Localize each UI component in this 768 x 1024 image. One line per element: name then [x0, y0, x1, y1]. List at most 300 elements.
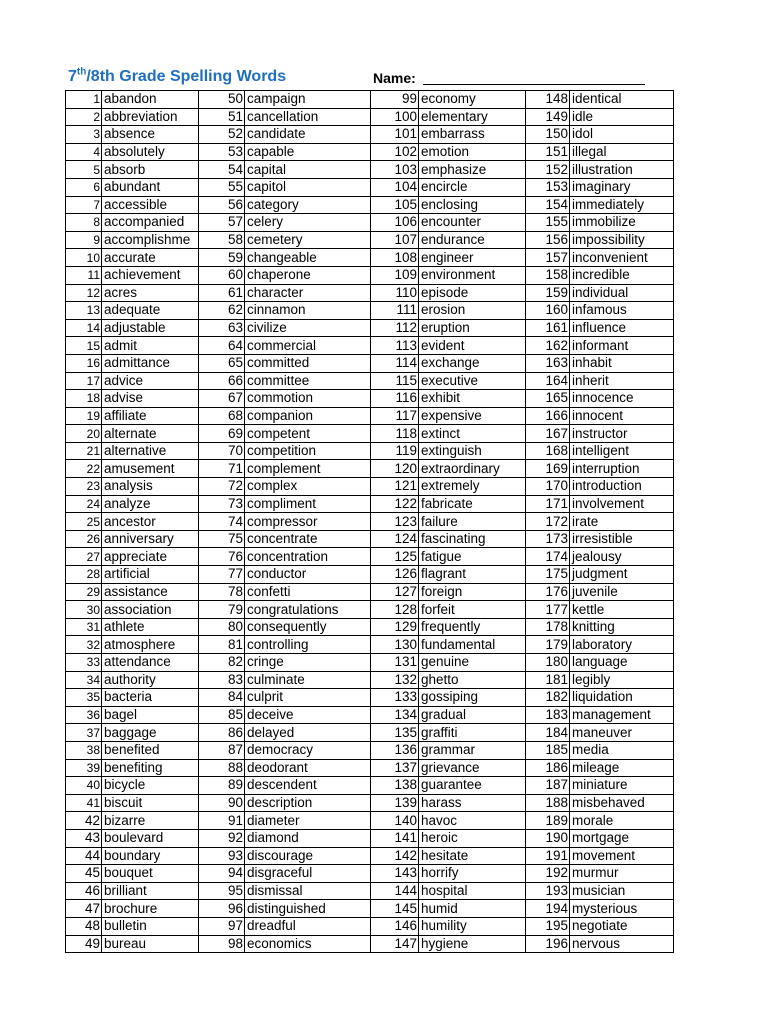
title-grade-number: 7: [68, 68, 77, 85]
spelling-word: jealousy: [570, 548, 674, 566]
spelling-word: legibly: [570, 671, 674, 689]
spelling-word: fascinating: [419, 530, 526, 548]
word-number: 151: [526, 143, 570, 161]
word-number: 156: [526, 231, 570, 249]
word-number: 72: [199, 478, 245, 496]
spelling-word: gradual: [419, 706, 526, 724]
spelling-word: boundary: [102, 847, 199, 865]
spelling-word: committed: [245, 354, 371, 372]
word-number: 93: [199, 847, 245, 865]
word-number: 22: [66, 460, 102, 478]
word-number: 29: [66, 583, 102, 601]
word-number: 39: [66, 759, 102, 777]
spelling-word: mortgage: [570, 829, 674, 847]
spelling-word: athlete: [102, 618, 199, 636]
table-row: [66, 143, 674, 161]
word-number: 190: [526, 829, 570, 847]
word-number: 92: [199, 829, 245, 847]
table-row: [66, 706, 674, 724]
spelling-word: concentration: [245, 548, 371, 566]
word-number: 115: [371, 372, 419, 390]
spelling-word: extremely: [419, 478, 526, 496]
spelling-word: exhibit: [419, 390, 526, 408]
spelling-word: executive: [419, 372, 526, 390]
word-number: 57: [199, 214, 245, 232]
spelling-word: encounter: [419, 214, 526, 232]
table-row: [66, 390, 674, 408]
table-row: [66, 583, 674, 601]
word-number: 187: [526, 777, 570, 795]
word-number: 121: [371, 478, 419, 496]
word-number: 62: [199, 302, 245, 320]
word-number: 109: [371, 266, 419, 284]
word-number: 135: [371, 724, 419, 742]
word-number: 32: [66, 636, 102, 654]
spelling-word: complement: [245, 460, 371, 478]
name-blank-line[interactable]: [423, 84, 645, 85]
word-number: 3: [66, 126, 102, 144]
word-number: 192: [526, 865, 570, 883]
word-number: 119: [371, 442, 419, 460]
spelling-word: interruption: [570, 460, 674, 478]
word-number: 30: [66, 601, 102, 619]
spelling-word: murmur: [570, 865, 674, 883]
spelling-word: dreadful: [245, 917, 371, 935]
word-number: 56: [199, 196, 245, 214]
word-number: 173: [526, 530, 570, 548]
word-number: 71: [199, 460, 245, 478]
spelling-word: abbreviation: [102, 108, 199, 126]
spelling-word: exchange: [419, 354, 526, 372]
spelling-word: eruption: [419, 319, 526, 337]
spelling-word: baggage: [102, 724, 199, 742]
spelling-word: bulletin: [102, 917, 199, 935]
spelling-word: grammar: [419, 741, 526, 759]
word-number: 137: [371, 759, 419, 777]
spelling-word: artificial: [102, 566, 199, 584]
word-number: 107: [371, 231, 419, 249]
word-number: 81: [199, 636, 245, 654]
spelling-word: emphasize: [419, 161, 526, 179]
spelling-word: atmosphere: [102, 636, 199, 654]
spelling-word: engineer: [419, 249, 526, 267]
spelling-word: fundamental: [419, 636, 526, 654]
spelling-word: description: [245, 794, 371, 812]
word-number: 104: [371, 178, 419, 196]
word-number: 152: [526, 161, 570, 179]
word-number: 128: [371, 601, 419, 619]
word-number: 102: [371, 143, 419, 161]
word-number: 148: [526, 91, 570, 109]
spelling-word: benefited: [102, 741, 199, 759]
table-row: [66, 548, 674, 566]
spelling-word: culminate: [245, 671, 371, 689]
word-number: 157: [526, 249, 570, 267]
table-row: [66, 689, 674, 707]
word-number: 178: [526, 618, 570, 636]
spelling-word: advise: [102, 390, 199, 408]
word-number: 114: [371, 354, 419, 372]
spelling-word: analysis: [102, 478, 199, 496]
word-number: 13: [66, 302, 102, 320]
word-number: 138: [371, 777, 419, 795]
word-number: 181: [526, 671, 570, 689]
spelling-word: failure: [419, 513, 526, 531]
spelling-word: alternate: [102, 425, 199, 443]
word-number: 14: [66, 319, 102, 337]
spelling-word: confetti: [245, 583, 371, 601]
spelling-word: discourage: [245, 847, 371, 865]
table-row: [66, 724, 674, 742]
word-number: 16: [66, 354, 102, 372]
word-number: 130: [371, 636, 419, 654]
word-number: 141: [371, 829, 419, 847]
word-number: 177: [526, 601, 570, 619]
word-number: 171: [526, 495, 570, 513]
word-number: 127: [371, 583, 419, 601]
spelling-word: embarrass: [419, 126, 526, 144]
table-row: [66, 442, 674, 460]
word-number: 26: [66, 530, 102, 548]
word-number: 149: [526, 108, 570, 126]
word-number: 23: [66, 478, 102, 496]
spelling-word: descendent: [245, 777, 371, 795]
word-number: 47: [66, 900, 102, 918]
word-number: 43: [66, 829, 102, 847]
table-row: [66, 812, 674, 830]
spelling-word: extinguish: [419, 442, 526, 460]
spelling-word: illegal: [570, 143, 674, 161]
spelling-word: competition: [245, 442, 371, 460]
spelling-word: horrify: [419, 865, 526, 883]
table-row: [66, 196, 674, 214]
table-row: [66, 266, 674, 284]
spelling-word: innocence: [570, 390, 674, 408]
spelling-word: misbehaved: [570, 794, 674, 812]
spelling-word: cringe: [245, 654, 371, 672]
spelling-word: capital: [245, 161, 371, 179]
word-number: 63: [199, 319, 245, 337]
word-number: 91: [199, 812, 245, 830]
table-row: [66, 108, 674, 126]
spelling-word: dismissal: [245, 882, 371, 900]
word-number: 142: [371, 847, 419, 865]
word-number: 136: [371, 741, 419, 759]
spelling-word: hospital: [419, 882, 526, 900]
spelling-word: bagel: [102, 706, 199, 724]
word-number: 51: [199, 108, 245, 126]
table-row: [66, 601, 674, 619]
word-number: 41: [66, 794, 102, 812]
spelling-word: delayed: [245, 724, 371, 742]
table-row: [66, 91, 674, 109]
spelling-word: complex: [245, 478, 371, 496]
table-row: [66, 917, 674, 935]
word-number: 52: [199, 126, 245, 144]
spelling-word: musician: [570, 882, 674, 900]
spelling-word: inhabit: [570, 354, 674, 372]
spelling-word: identical: [570, 91, 674, 109]
spelling-word: biscuit: [102, 794, 199, 812]
word-number: 60: [199, 266, 245, 284]
word-number: 70: [199, 442, 245, 460]
word-number: 28: [66, 566, 102, 584]
word-number: 95: [199, 882, 245, 900]
word-number: 83: [199, 671, 245, 689]
word-number: 172: [526, 513, 570, 531]
word-number: 105: [371, 196, 419, 214]
spelling-word: association: [102, 601, 199, 619]
spelling-word: economy: [419, 91, 526, 109]
table-row: [66, 302, 674, 320]
word-number: 179: [526, 636, 570, 654]
spelling-word: accomplishme: [102, 231, 199, 249]
word-number: 111: [371, 302, 419, 320]
spelling-word: conductor: [245, 566, 371, 584]
spelling-word: disgraceful: [245, 865, 371, 883]
word-number: 4: [66, 143, 102, 161]
word-number: 101: [371, 126, 419, 144]
spelling-word: emotion: [419, 143, 526, 161]
word-number: 186: [526, 759, 570, 777]
spelling-word: innocent: [570, 407, 674, 425]
spelling-word: genuine: [419, 654, 526, 672]
word-number: 161: [526, 319, 570, 337]
spelling-word-table: [65, 90, 674, 953]
table-row: [66, 319, 674, 337]
word-number: 185: [526, 741, 570, 759]
word-number: 68: [199, 407, 245, 425]
spelling-word: involvement: [570, 495, 674, 513]
word-number: 159: [526, 284, 570, 302]
spelling-word: graffiti: [419, 724, 526, 742]
spelling-word: elementary: [419, 108, 526, 126]
spelling-word: influence: [570, 319, 674, 337]
spelling-word: compliment: [245, 495, 371, 513]
table-row: [66, 337, 674, 355]
spelling-word: ghetto: [419, 671, 526, 689]
spelling-word: kettle: [570, 601, 674, 619]
table-row: [66, 882, 674, 900]
table-row: [66, 865, 674, 883]
spelling-word: bacteria: [102, 689, 199, 707]
word-number: 174: [526, 548, 570, 566]
word-number: 100: [371, 108, 419, 126]
word-number: 162: [526, 337, 570, 355]
word-number: 191: [526, 847, 570, 865]
spelling-word: character: [245, 284, 371, 302]
spelling-word: amusement: [102, 460, 199, 478]
spelling-word: irresistible: [570, 530, 674, 548]
word-number: 133: [371, 689, 419, 707]
spelling-word: admit: [102, 337, 199, 355]
spelling-word: extraordinary: [419, 460, 526, 478]
spelling-word: encircle: [419, 178, 526, 196]
word-number: 86: [199, 724, 245, 742]
spelling-word: attendance: [102, 654, 199, 672]
word-number: 124: [371, 530, 419, 548]
spelling-word: immediately: [570, 196, 674, 214]
word-number: 99: [371, 91, 419, 109]
table-row: [66, 354, 674, 372]
spelling-word: impossibility: [570, 231, 674, 249]
spelling-word: distinguished: [245, 900, 371, 918]
spelling-word: juvenile: [570, 583, 674, 601]
table-row: [66, 777, 674, 795]
word-number: 96: [199, 900, 245, 918]
word-number: 75: [199, 530, 245, 548]
spelling-word: civilize: [245, 319, 371, 337]
spelling-word: instructor: [570, 425, 674, 443]
word-number: 153: [526, 178, 570, 196]
table-row: [66, 513, 674, 531]
word-number: 11: [66, 266, 102, 284]
word-number: 50: [199, 91, 245, 109]
spelling-word: morale: [570, 812, 674, 830]
word-number: 74: [199, 513, 245, 531]
word-number: 8: [66, 214, 102, 232]
spelling-word: adequate: [102, 302, 199, 320]
spelling-word: advice: [102, 372, 199, 390]
spelling-word: judgment: [570, 566, 674, 584]
spelling-word: achievement: [102, 266, 199, 284]
word-number: 42: [66, 812, 102, 830]
spelling-word: commotion: [245, 390, 371, 408]
word-number: 131: [371, 654, 419, 672]
spelling-word: abandon: [102, 91, 199, 109]
spelling-word: chaperone: [245, 266, 371, 284]
word-number: 10: [66, 249, 102, 267]
table-row: [66, 829, 674, 847]
spelling-word: hygiene: [419, 935, 526, 953]
spelling-word: democracy: [245, 741, 371, 759]
spelling-word: idol: [570, 126, 674, 144]
table-row: [66, 636, 674, 654]
word-number: 195: [526, 917, 570, 935]
table-row: [66, 794, 674, 812]
page-title: [68, 68, 286, 86]
word-number: 113: [371, 337, 419, 355]
table-row: [66, 618, 674, 636]
spelling-word: diamond: [245, 829, 371, 847]
spelling-word: concentrate: [245, 530, 371, 548]
word-number: 139: [371, 794, 419, 812]
word-number: 126: [371, 566, 419, 584]
word-number: 40: [66, 777, 102, 795]
word-number: 2: [66, 108, 102, 126]
title-superscript: th: [76, 66, 87, 78]
table-row: [66, 425, 674, 443]
word-number: 61: [199, 284, 245, 302]
word-number: 45: [66, 865, 102, 883]
word-number: 140: [371, 812, 419, 830]
spelling-word: irate: [570, 513, 674, 531]
spelling-word: economics: [245, 935, 371, 953]
table-row: [66, 566, 674, 584]
spelling-word: bouquet: [102, 865, 199, 883]
word-number: 183: [526, 706, 570, 724]
spelling-word: controlling: [245, 636, 371, 654]
title-text: /8th Grade Spelling Words: [86, 68, 287, 85]
spelling-word: changeable: [245, 249, 371, 267]
word-number: 24: [66, 495, 102, 513]
spelling-word: brilliant: [102, 882, 199, 900]
spelling-word: episode: [419, 284, 526, 302]
spelling-word: knitting: [570, 618, 674, 636]
word-number: 117: [371, 407, 419, 425]
word-number: 110: [371, 284, 419, 302]
table-row: [66, 671, 674, 689]
word-number: 184: [526, 724, 570, 742]
word-number: 1: [66, 91, 102, 109]
spelling-word: humid: [419, 900, 526, 918]
spelling-word: idle: [570, 108, 674, 126]
word-number: 79: [199, 601, 245, 619]
word-number: 118: [371, 425, 419, 443]
spelling-word: expensive: [419, 407, 526, 425]
word-number: 193: [526, 882, 570, 900]
spelling-word: movement: [570, 847, 674, 865]
word-number: 175: [526, 566, 570, 584]
word-number: 49: [66, 935, 102, 953]
table-row: [66, 372, 674, 390]
spelling-word: affiliate: [102, 407, 199, 425]
table-row: [66, 935, 674, 953]
table-row: [66, 759, 674, 777]
word-number: 25: [66, 513, 102, 531]
spelling-word: enclosing: [419, 196, 526, 214]
word-number: 155: [526, 214, 570, 232]
spelling-word: bizarre: [102, 812, 199, 830]
spelling-word: benefiting: [102, 759, 199, 777]
spelling-word: individual: [570, 284, 674, 302]
spelling-word: commercial: [245, 337, 371, 355]
spelling-word: admittance: [102, 354, 199, 372]
word-number: 103: [371, 161, 419, 179]
word-number: 59: [199, 249, 245, 267]
spelling-word-rows: [66, 91, 674, 953]
word-number: 20: [66, 425, 102, 443]
word-number: 116: [371, 390, 419, 408]
word-number: 82: [199, 654, 245, 672]
word-number: 176: [526, 583, 570, 601]
word-number: 36: [66, 706, 102, 724]
table-row: [66, 847, 674, 865]
word-number: 108: [371, 249, 419, 267]
spelling-word: committee: [245, 372, 371, 390]
spelling-word: extinct: [419, 425, 526, 443]
table-row: [66, 214, 674, 232]
spelling-word: deodorant: [245, 759, 371, 777]
word-number: 143: [371, 865, 419, 883]
word-number: 120: [371, 460, 419, 478]
spelling-word: category: [245, 196, 371, 214]
spelling-word: environment: [419, 266, 526, 284]
spelling-word: brochure: [102, 900, 199, 918]
spelling-word: evident: [419, 337, 526, 355]
spelling-word: frequently: [419, 618, 526, 636]
spelling-word: erosion: [419, 302, 526, 320]
spelling-word: mysterious: [570, 900, 674, 918]
word-number: 80: [199, 618, 245, 636]
spelling-word: appreciate: [102, 548, 199, 566]
spelling-word: cemetery: [245, 231, 371, 249]
word-number: 58: [199, 231, 245, 249]
word-number: 84: [199, 689, 245, 707]
word-number: 78: [199, 583, 245, 601]
spelling-word: companion: [245, 407, 371, 425]
word-number: 165: [526, 390, 570, 408]
